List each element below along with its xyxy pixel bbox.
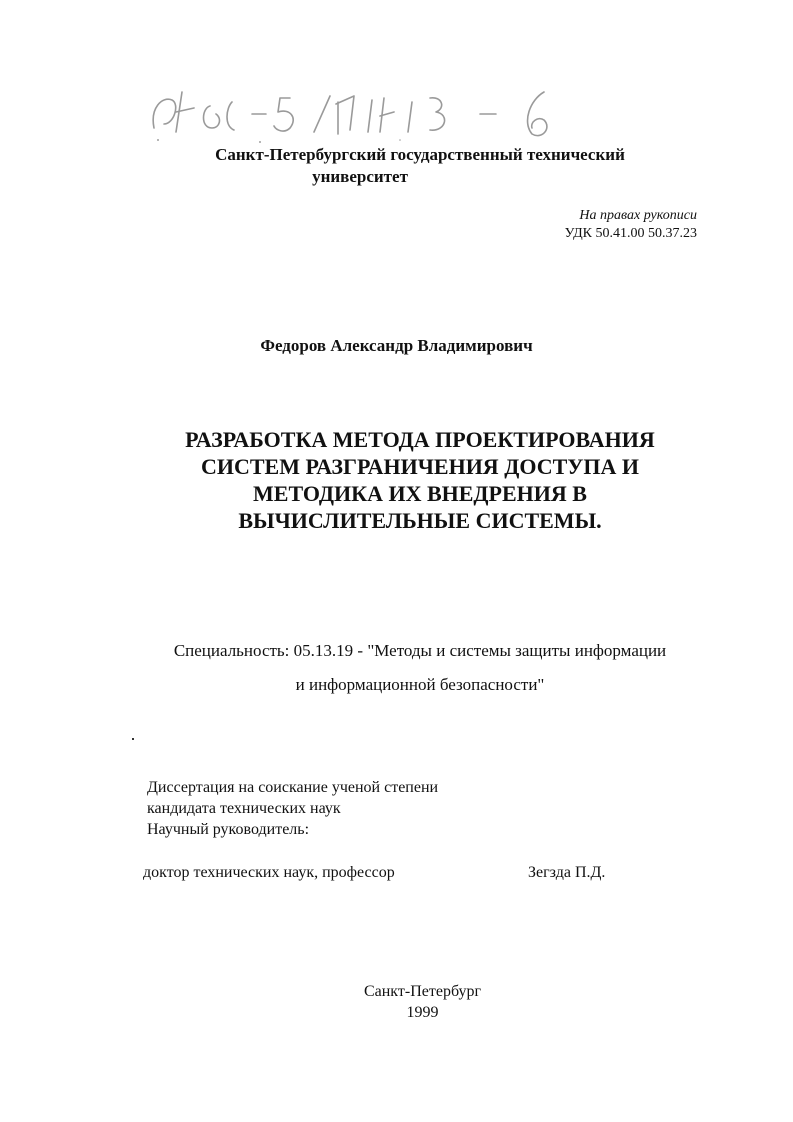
specialty-line-1: Специальность: 05.13.19 - "Методы и системы защиты информации	[173, 641, 667, 660]
specialty-line-2: и информационной безопасности"	[295, 675, 545, 694]
advisor-title: доктор технических наук, профессор	[143, 864, 395, 881]
university-name	[150, 144, 690, 188]
dissertation-line-1: Диссертация на соискание ученой степени	[147, 779, 439, 796]
dissertation-title	[100, 426, 740, 534]
stray-dot	[132, 738, 134, 740]
manuscript-label: На правах рукописи	[579, 208, 697, 223]
advisor-name: Зегзда П.Д.	[528, 864, 606, 881]
footer-place-year	[0, 981, 793, 1023]
specialty-block	[100, 634, 740, 702]
dissertation-line-3: Научный руководитель:	[147, 821, 310, 838]
title-line: ВЫЧИСЛИТЕЛЬНЫЕ СИСТЕМЫ.	[238, 508, 602, 533]
udk-code: УДК 50.41.00 50.37.23	[564, 226, 697, 241]
handwritten-archive-mark	[140, 78, 600, 148]
dissertation-info	[147, 777, 438, 840]
manuscript-rights-block	[565, 207, 697, 243]
title-line: РАЗРАБОТКА МЕТОДА ПРОЕКТИРОВАНИЯ	[185, 427, 655, 452]
title-line: МЕТОДИКА ИХ ВНЕДРЕНИЯ В	[253, 481, 587, 506]
footer-city: Санкт-Петербург	[363, 983, 482, 1000]
author-name: Федоров Александр Владимирович	[260, 336, 533, 355]
university-line-1: Санкт-Петербургский государственный технический	[215, 145, 625, 164]
title-line: СИСТЕМ РАЗГРАНИЧЕНИЯ ДОСТУПА И	[200, 454, 640, 479]
dissertation-line-2: кандидата технических наук	[147, 800, 341, 817]
university-line-2: университет	[312, 167, 408, 186]
footer-year: 1999	[406, 1004, 439, 1021]
